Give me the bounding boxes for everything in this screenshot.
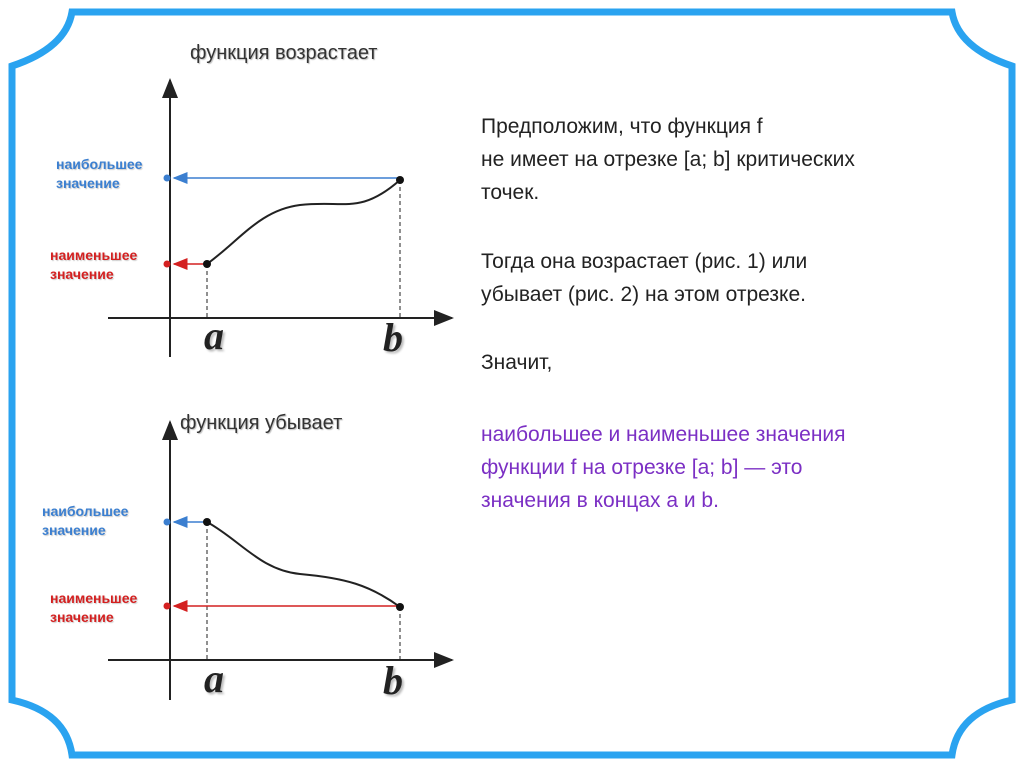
conclusion-line3: значения в концах a и b. (481, 489, 719, 512)
graph2-max-label (42, 502, 128, 540)
assumption-line2: не имеет на отрезке [a; b] критических (481, 148, 855, 171)
graph1-min-label-line1: наименьшее (50, 247, 138, 263)
paragraph-assumption (481, 110, 855, 209)
graph2-point-b (396, 603, 404, 611)
graph2-max-dot (164, 519, 171, 526)
graph2-min-dot (164, 603, 171, 610)
graph1-min-label-line2: значение (50, 266, 114, 282)
paragraph-conclusion (481, 418, 846, 517)
graph2-label-b: b (383, 658, 403, 703)
conclusion-line1: наибольшее и наименьшее значения (481, 423, 846, 446)
graph2-label-a: a (204, 656, 224, 701)
graph2-min-label-line1: наименьшее (50, 590, 138, 606)
graph2-title: функция убывает (180, 412, 343, 434)
graph2-max-label-line1: наибольшее (42, 503, 129, 519)
graph1-max-label-line2: значение (56, 175, 120, 191)
graph1-label-b: b (383, 315, 403, 360)
graph2-curve (207, 522, 400, 607)
then-line2: убывает (рис. 2) на этом отрезке. (481, 283, 806, 306)
paragraph-therefore: Значит, (481, 351, 553, 374)
then-line1: Тогда она возрастает (рис. 1) или (481, 250, 808, 273)
assumption-line3: точек. (481, 181, 540, 204)
graph2-min-label-line2: значение (50, 609, 114, 625)
graph1-max-label-line1: наибольшее (56, 156, 143, 172)
conclusion-line2: функции f на отрезке [a; b] — это (481, 456, 803, 479)
graph2-min-label (50, 589, 137, 627)
graph1-label-a: a (204, 313, 224, 358)
graph1-title: функция возрастает (190, 42, 378, 64)
graph2-point-a (203, 518, 211, 526)
paragraph-then (481, 245, 807, 311)
assumption-line1: Предположим, что функция f (481, 115, 763, 138)
graph2-max-label-line2: значение (42, 522, 106, 538)
